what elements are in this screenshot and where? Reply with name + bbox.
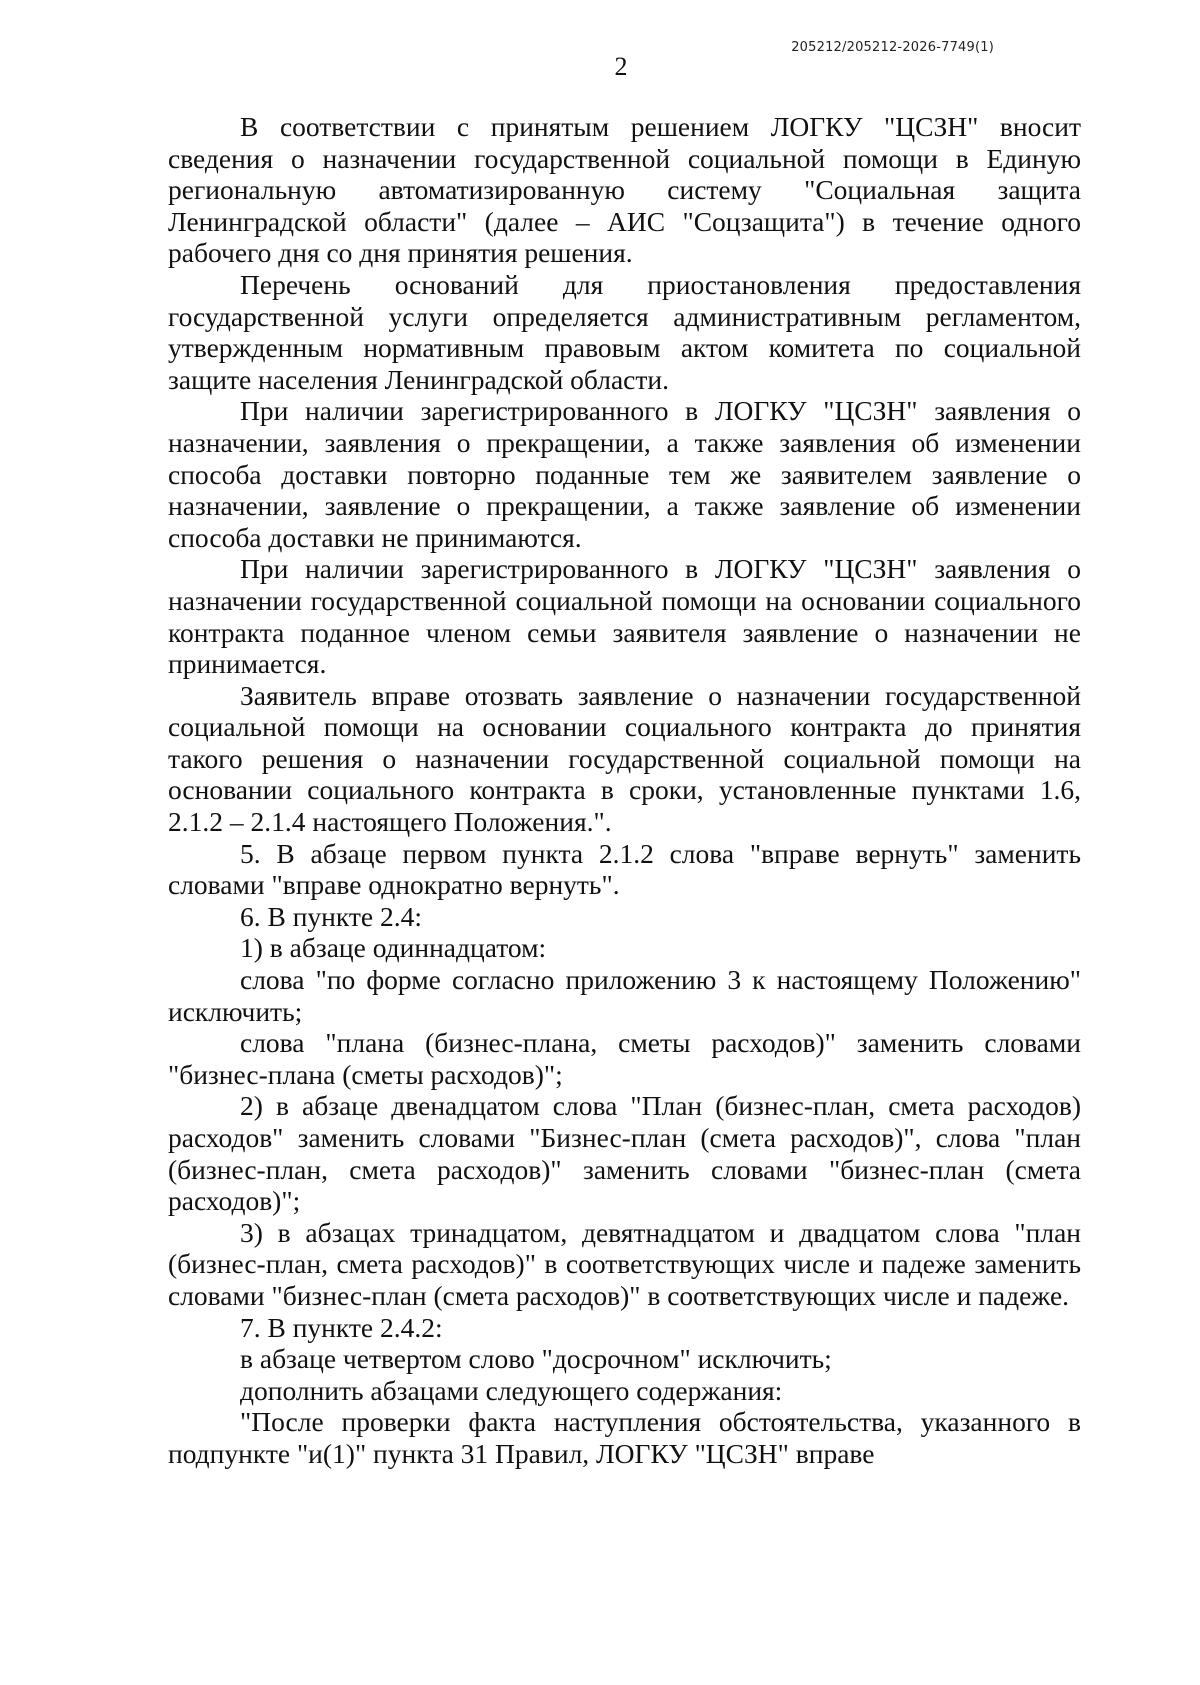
- paragraph-subitem-7-b: дополнить абзацами следующего содержания:: [240, 1374, 783, 1406]
- paragraph-subitem-6-2: 2) в абзаце двенадцатом слова "План (бизнес-план, смета расходов) расходов" заменить словами "Бизнес-план (смета расходов)", слова "план (бизнес-план, смета расходов)" заменить словами "бизнес-план (смета расходов)";: [168, 1090, 1081, 1217]
- paragraph-subitem-6-3: 3) в абзацах тринадцатом, девятнадцатом и двадцатом слова "план (бизнес-план, смета расходов)" в соответствующих числе и падеже заменить словами "бизнес-план (смета расходов)" в соответствующих числе и падеже.: [168, 1216, 1081, 1311]
- paragraph-subitem-6-1-b: слова "плана (бизнес-плана, сметы расходов)" заменить словами "бизнес-плана (сметы расходов)";: [168, 1027, 1081, 1090]
- document-body: [168, 111, 1081, 1470]
- paragraph-repeat-applications: При наличии зарегистрированного в ЛОГКУ "ЦСЗН" заявления о назначении, заявления о прекращении, а также заявления об изменении способа доставки повторно поданные тем же заявителем заявление о назначении, заявление о прекращении, а также заявление об изменении способа доставки не принимаются.: [168, 395, 1081, 553]
- paragraph-withdrawal: Заявитель вправе отозвать заявление о назначении государственной социальной помощи на основании социального контракта до принятия такого решения о назначении государственной социальной помощи на основании социального контракта в сроки, установленные пунктами 1.6, 2.1.2 – 2.1.4 настоящего Положения.".: [168, 679, 1081, 838]
- paragraph-item-5: 5. В абзаце первом пункта 2.1.2 слова "вправе вернуть" заменить словами "вправе однократно вернуть".: [168, 837, 1081, 901]
- paragraph-item-7: 7. В пункте 2.4.2:: [240, 1311, 443, 1343]
- paragraph-suspension-grounds: Перечень оснований для приостановления предоставления государственной услуги определяется административным регламентом, утвержденным нормативным правовым актом комитета по социальной защите населения Ленинградской области.: [168, 268, 1081, 395]
- paragraph-family-member-application: При наличии зарегистрированного в ЛОГКУ "ЦСЗН" заявления о назначении государственной социальной помощи на основании социального контракта поданное членом семьи заявителя заявление о назначении не принимается.: [168, 553, 1081, 680]
- paragraph-quoted-addition: "После проверки факта наступления обстоятельства, указанного в подпункте "и(1)" пункта 31 Правил, ЛОГКУ "ЦСЗН" вправе: [168, 1406, 1081, 1469]
- paragraph-item-6: 6. В пункте 2.4:: [240, 900, 423, 932]
- document-registration-number: 205212/205212-2026-7749(1): [791, 40, 994, 55]
- paragraph-subitem-6-1: 1) в абзаце одиннадцатом:: [240, 932, 547, 964]
- page-number: 2: [614, 52, 628, 81]
- paragraph-subitem-7-a: в абзаце четвертом слово "досрочном" исключить;: [240, 1343, 832, 1375]
- paragraph-subitem-6-1-a: слова "по форме согласно приложению 3 к настоящему Положению" исключить;: [168, 964, 1081, 1027]
- paragraph-ais-entry: В соответствии с принятым решением ЛОГКУ "ЦСЗН" вносит сведения о назначении государственной социальной помощи в Единую региональную автоматизированную систему "Социальная защита Ленинградской области" (далее – АИС "Соцзащита") в течение одного рабочего дня со дня принятия решения.: [168, 111, 1081, 269]
